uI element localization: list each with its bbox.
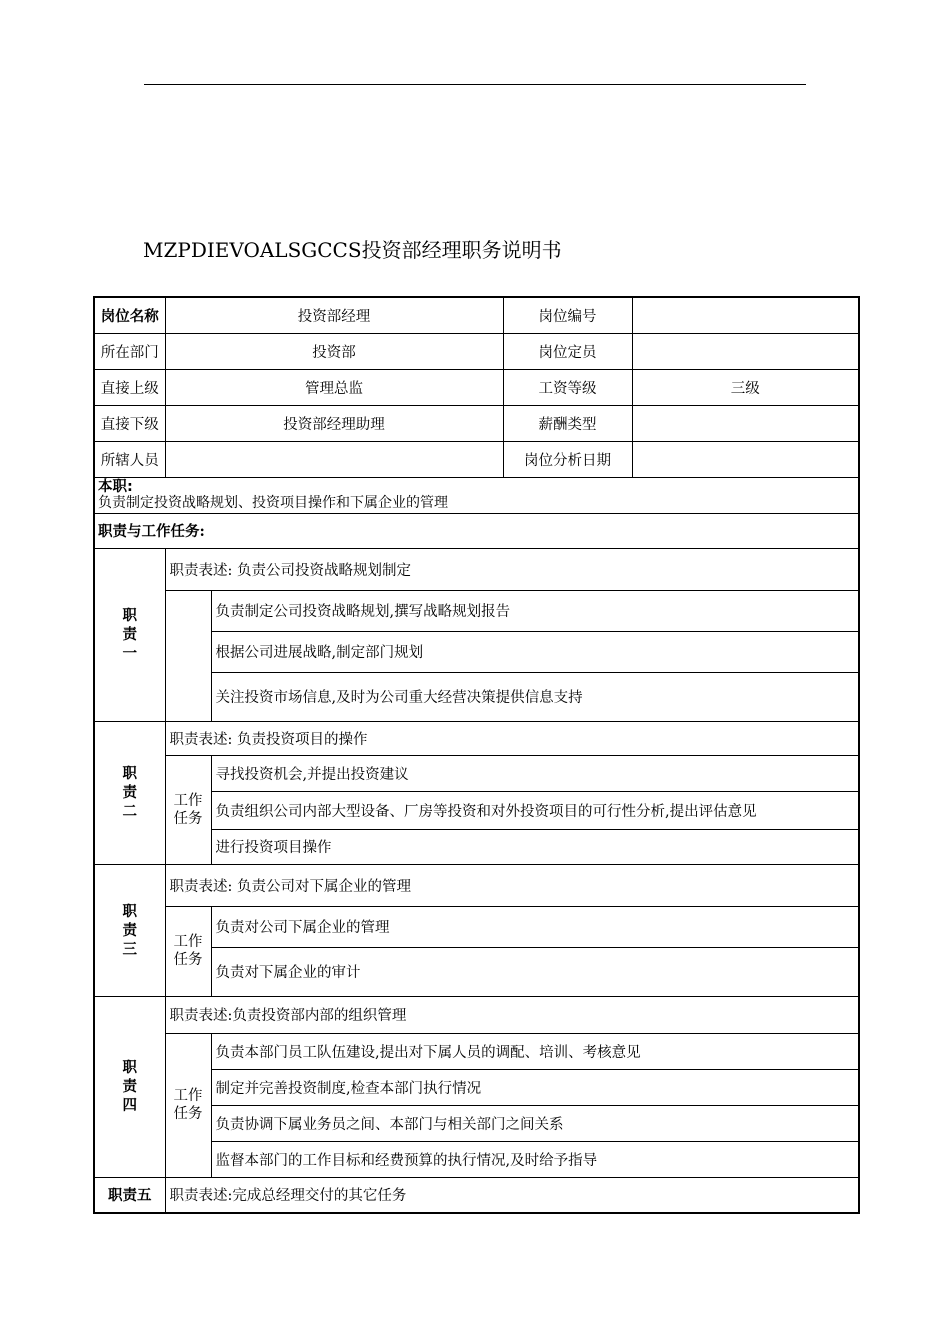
duty-5-label: 职责五 [94,1177,165,1213]
value-position-name: 投资部经理 [165,297,503,333]
duty-4-task-row [94,1033,859,1069]
duty-4-desc-row [94,996,859,1033]
duty-4-desc: 职责表述:负责投资部内部的组织管理 [165,996,859,1033]
duty-3-label: 职 责 三 [94,864,165,996]
duties-header-row [94,513,859,548]
value-headcount [632,333,859,369]
duty-2-task-1: 寻找投资机会,并提出投资建议 [211,755,859,791]
value-salary-grade: 三级 [632,369,859,405]
duty-2-desc: 职责表述: 负责投资项目的操作 [165,721,859,755]
info-row-2 [94,333,859,369]
duty-2-label: 职 责 二 [94,721,165,864]
duty-4-task-3: 负责协调下属业务员之间、本部门与相关部门之间关系 [211,1105,859,1141]
duty-2-task-2: 负责组织公司内部大型设备、厂房等投资和对外投资项目的可行性分析,提出评估意见 [211,791,859,829]
job-description-table [93,296,860,1214]
duty-5-desc: 职责表述:完成总经理交付的其它任务 [165,1177,859,1213]
duty-3-task-row [94,906,859,947]
duty-4-task-label: 工作 任务 [165,1033,211,1177]
core-duty-label: 本职: [98,478,133,495]
label-position-id: 岗位编号 [503,297,632,333]
duty-2-task-3: 进行投资项目操作 [211,829,859,864]
core-duty-row [94,477,859,513]
label-staff: 所辖人员 [94,441,165,477]
duty-4-task-4: 监督本部门的工作目标和经费预算的执行情况,及时给予指导 [211,1141,859,1177]
duty-3-task-label: 工作 任务 [165,906,211,996]
duty-4-task-1: 负责本部门员工队伍建设,提出对下属人员的调配、培训、考核意见 [211,1033,859,1069]
header-rule [144,84,806,85]
duty-3-task-2: 负责对下属企业的审计 [211,947,859,996]
value-staff [165,441,503,477]
duty-4-task-2: 制定并完善投资制度,检查本部门执行情况 [211,1069,859,1105]
duty-1-task-3: 关注投资市场信息,及时为公司重大经营决策提供信息支持 [211,672,859,721]
duty-2-task-row [94,755,859,791]
duty-3-task-1: 负责对公司下属企业的管理 [211,906,859,947]
info-row-3 [94,369,859,405]
duty-1-task-2: 根据公司进展战略,制定部门规划 [211,631,859,672]
duty-1-label: 职 责 一 [94,548,165,721]
duty-1-task-label [165,590,211,721]
label-pay-type: 薪酬类型 [503,405,632,441]
label-supervisor: 直接上级 [94,369,165,405]
label-salary-grade: 工资等级 [503,369,632,405]
duty-1-task-1: 负责制定公司投资战略规划,撰写战略规划报告 [211,590,859,631]
label-analysis-date: 岗位分析日期 [503,441,632,477]
label-department: 所在部门 [94,333,165,369]
label-position-name: 岗位名称 [94,297,165,333]
info-row-4 [94,405,859,441]
duty-5-row [94,1177,859,1213]
duty-2-desc-row [94,721,859,755]
label-subordinate: 直接下级 [94,405,165,441]
info-row-1 [94,297,859,333]
duty-2-task-label: 工作 任务 [165,755,211,864]
core-duty-text: 负责制定投资战略规划、投资项目操作和下属企业的管理 [98,494,448,511]
duty-1-task-row [94,590,859,631]
duties-header: 职责与工作任务: [94,513,859,548]
duty-3-desc: 职责表述: 负责公司对下属企业的管理 [165,864,859,906]
value-department: 投资部 [165,333,503,369]
duty-3-desc-row [94,864,859,906]
value-pay-type [632,405,859,441]
document-title: MZPDIEVOALSGCCS投资部经理职务说明书 [143,238,562,262]
info-row-5 [94,441,859,477]
duty-1-desc-row [94,548,859,590]
value-supervisor: 管理总监 [165,369,503,405]
label-headcount: 岗位定员 [503,333,632,369]
duty-1-desc: 职责表述: 负责公司投资战略规划制定 [165,548,859,590]
value-analysis-date [632,441,859,477]
value-position-id [632,297,859,333]
value-subordinate: 投资部经理助理 [165,405,503,441]
duty-4-label: 职 责 四 [94,996,165,1177]
